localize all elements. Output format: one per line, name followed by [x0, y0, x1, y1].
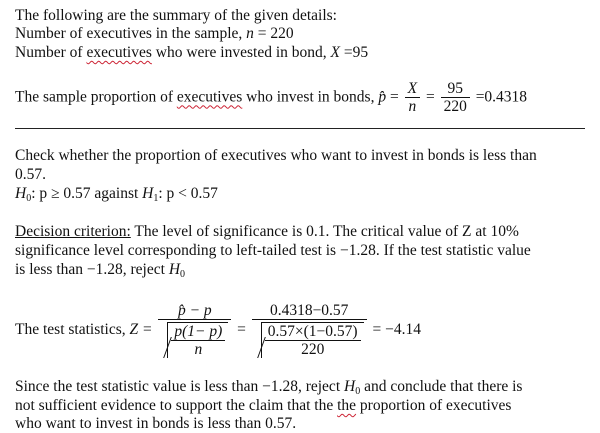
z-value-fraction: [252, 302, 367, 358]
n-symbol: n: [246, 25, 254, 42]
z-value-denominator: [252, 320, 367, 358]
intro-line-1: [15, 6, 337, 25]
intro-line-3: [15, 43, 368, 62]
bond-count-label-a: Number of: [15, 44, 83, 61]
conclusion-text-2b: proportion of executives: [356, 397, 512, 414]
p-hat-symbol: p̂: [378, 88, 387, 106]
executives-word: executives: [176, 88, 243, 106]
section-divider: [15, 128, 585, 129]
fraction-x-over-n: [405, 80, 420, 115]
decision-text-2: significance level corresponding to left-tailed test is −1.28. If the test statistic value: [15, 242, 531, 259]
hypothesis-threshold: 0.57.: [15, 166, 46, 183]
conclusion-text-3: who want to invest in bonds is less than 0.57.: [15, 415, 297, 432]
intro-text: The following are the summary of the given details:: [15, 7, 337, 24]
square-root: [167, 322, 228, 358]
fraction-denominator: 220: [443, 98, 467, 115]
h0-subscript: 0: [26, 193, 32, 204]
h1-subscript: 1: [153, 193, 159, 204]
h0-symbol: H: [168, 261, 181, 278]
sample-size-value: = 220: [257, 25, 294, 42]
repeated-word: the: [337, 397, 357, 414]
proportion-label-b: who invest in bonds,: [246, 88, 375, 106]
hypotheses: [15, 184, 218, 208]
sqrt-denominator: n: [194, 341, 203, 358]
h0-symbol: H: [344, 378, 356, 395]
conclusion-text-1b: and conclude that there is: [360, 378, 523, 395]
decision-line-2: [15, 241, 531, 260]
sqrt-numerator: p(1− p): [171, 323, 225, 341]
z-formula-fraction: [158, 302, 231, 358]
h0-subscript: 0: [355, 386, 361, 397]
conclusion-line-3: [15, 414, 296, 433]
sqrt-denominator: 220: [301, 341, 325, 358]
fraction-95-over-220: [441, 80, 470, 115]
hypothesis-text: Check whether the proportion of executives who want to invest in bonds is less than: [15, 147, 537, 164]
equals: =: [425, 88, 435, 106]
hypothesis-line-1: [15, 146, 537, 165]
fraction-numerator: 95: [441, 80, 470, 98]
test-statistic-line: [15, 302, 421, 358]
conclusion-text-2: not sufficient evidence to support the claim that the: [15, 397, 334, 414]
executives-word: executives: [86, 44, 152, 61]
hypothesis-line-2: [15, 165, 46, 184]
z-denominator: [158, 320, 231, 358]
h1-symbol: H: [142, 185, 154, 202]
x-symbol: X: [330, 44, 340, 61]
fraction-numerator: X: [405, 80, 420, 98]
z-value-numerator: 0.4318−0.57: [252, 302, 367, 320]
z-numerator: p̂ − p: [158, 302, 231, 320]
equals: =: [389, 88, 399, 106]
square-root: [261, 322, 364, 358]
proportion-label-a: The sample proportion of: [15, 88, 173, 106]
decision-text-1: The level of significance is 0.1. The critical value of Z at 10%: [130, 223, 519, 240]
proportion-result: =0.4318: [475, 88, 528, 106]
sample-size-label: Number of executives in the sample,: [15, 25, 243, 42]
test-statistic-label: The test statistics,: [15, 321, 126, 338]
equals: =: [237, 321, 246, 338]
decision-line-1: [15, 222, 519, 241]
intro-line-2: [15, 24, 294, 43]
sqrt-numerator: 0.57×(1−0.57): [265, 323, 361, 341]
sample-proportion-line: [15, 80, 527, 115]
bond-count-value: =95: [343, 44, 369, 61]
decision-heading: Decision criterion:: [15, 223, 131, 240]
null-hypothesis: : p ≥ 0.57 against: [31, 185, 139, 202]
decision-line-3: [15, 260, 185, 284]
test-statistic-result: = −4.14: [372, 321, 421, 338]
conclusion-text-1: Since the test statistic value is less than −1.28, reject: [15, 378, 341, 395]
bond-count-label-b: who were invested in bond,: [155, 44, 327, 61]
alternative-hypothesis: : p < 0.57: [158, 185, 218, 202]
fraction-denominator: n: [408, 98, 417, 115]
z-symbol: Z =: [129, 321, 153, 338]
h0-symbol: H: [15, 185, 27, 202]
h0-subscript: 0: [180, 269, 186, 280]
conclusion-line-2: [15, 396, 511, 415]
decision-text-3: is less than −1.28, reject: [15, 261, 165, 278]
